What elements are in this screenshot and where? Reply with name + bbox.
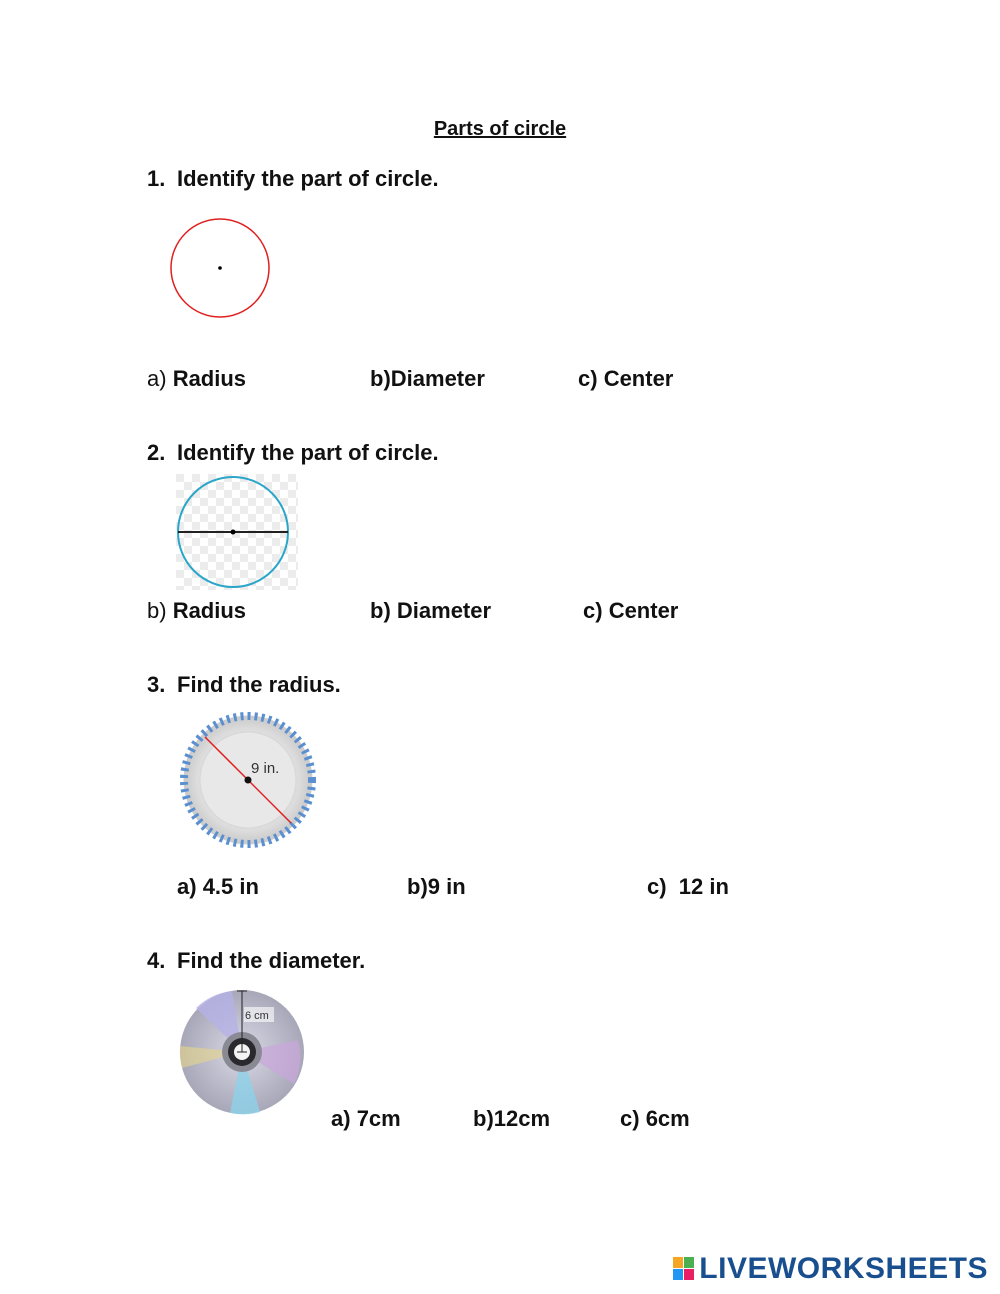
q1-option-c-label: c) <box>578 366 598 391</box>
q2-option-a-text: Radius <box>172 598 247 623</box>
q4-option-b-text: 12cm <box>493 1106 551 1131</box>
q4-option-c-text: 6cm <box>645 1106 690 1131</box>
q2-option-c-label: c) <box>583 598 603 623</box>
q4-option-c[interactable] <box>620 1106 690 1132</box>
q3-option-b[interactable] <box>407 874 466 900</box>
question-4-text: Find the diameter. <box>177 948 366 973</box>
plate-center-point <box>245 777 252 784</box>
brand-name: LIVEWORKSHEETS <box>699 1252 988 1285</box>
q2-option-a[interactable] <box>147 598 246 624</box>
q4-cd-figure <box>176 988 316 1122</box>
q3-option-b-text: 9 in <box>427 874 466 899</box>
q2-diameter-figure <box>176 474 298 590</box>
liveworksheets-brand <box>673 1252 988 1286</box>
q2-option-b-label: b) <box>370 598 391 623</box>
cd-measure-label: 6 cm <box>245 1010 269 1022</box>
question-3-text: Find the radius. <box>177 672 341 697</box>
q3-option-b-label: b) <box>407 874 428 899</box>
q1-option-b-label: b) <box>370 366 391 391</box>
q4-option-a-text: 7cm <box>356 1106 401 1131</box>
center-point <box>231 530 236 535</box>
q2-option-c[interactable] <box>583 598 678 624</box>
q3-option-c-text: 12 in <box>678 874 729 899</box>
q3-option-c[interactable] <box>647 874 729 900</box>
q4-option-b[interactable] <box>473 1106 550 1132</box>
question-1-number: 1. <box>147 166 166 191</box>
q1-option-b-text: Diameter <box>390 366 485 391</box>
q3-option-a-text: 4.5 in <box>202 874 259 899</box>
q3-plate-figure <box>180 712 320 852</box>
q4-option-b-label: b) <box>473 1106 494 1131</box>
liveworksheets-logo-icon <box>673 1257 695 1281</box>
q2-option-b-text: Diameter <box>396 598 492 623</box>
question-3-number: 3. <box>147 672 166 697</box>
q1-option-c-text: Center <box>603 366 674 391</box>
q3-option-a[interactable] <box>177 874 259 900</box>
q1-option-c[interactable] <box>578 366 673 392</box>
question-2-number: 2. <box>147 440 166 465</box>
q1-option-a[interactable] <box>147 366 246 392</box>
q4-option-a[interactable] <box>331 1106 401 1132</box>
q2-option-c-text: Center <box>608 598 679 623</box>
q3-option-a-label: a) <box>177 874 197 899</box>
question-1-text: Identify the part of circle. <box>177 166 439 191</box>
question-4-number: 4. <box>147 948 166 973</box>
question-2-text: Identify the part of circle. <box>177 440 439 465</box>
q2-option-b[interactable] <box>370 598 491 624</box>
plate-measure-label: 9 in. <box>251 760 280 777</box>
q4-option-a-label: a) <box>331 1106 351 1131</box>
q4-option-c-label: c) <box>620 1106 640 1131</box>
q1-circle-figure <box>168 216 272 320</box>
q3-option-c-label: c) <box>647 874 667 899</box>
q1-option-a-label: a) <box>147 366 167 391</box>
q1-option-a-text: Radius <box>172 366 247 391</box>
page-title: Parts of circle <box>433 118 567 140</box>
center-point <box>218 266 222 270</box>
q1-option-b[interactable] <box>370 366 485 392</box>
q2-option-a-label: b) <box>147 598 167 623</box>
